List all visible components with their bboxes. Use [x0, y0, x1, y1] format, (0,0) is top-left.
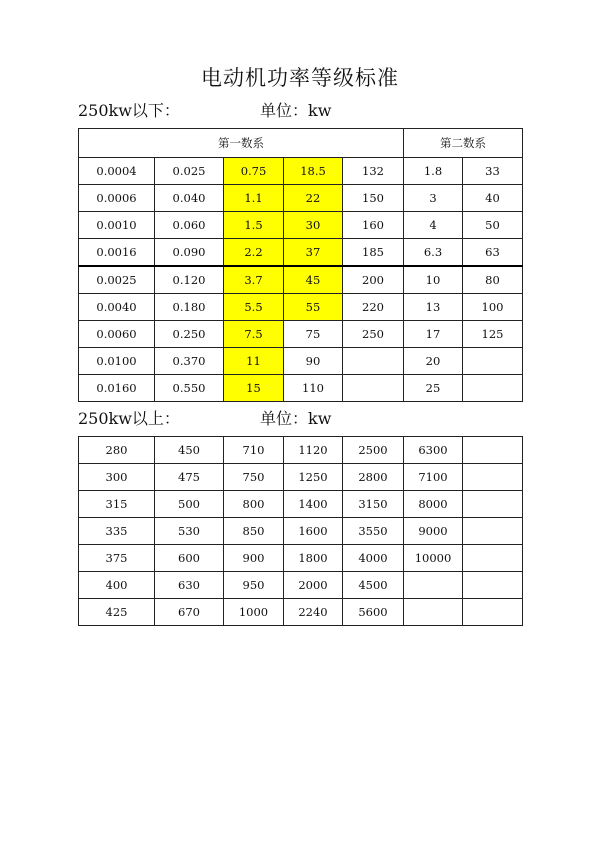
table-cell [343, 375, 404, 402]
table-cell: 850 [224, 518, 284, 545]
table-cell: 1120 [284, 437, 343, 464]
table-row [79, 437, 523, 464]
table-cell: 18.5 [284, 158, 343, 185]
section-below-250kw-label: 250kw以下： [78, 101, 180, 120]
table-cell: 3 [404, 185, 463, 212]
table-cell: 20 [404, 348, 463, 375]
table-cell: 37 [284, 239, 343, 267]
page-title: 电动机功率等级标准 [201, 66, 399, 90]
table-cell: 0.370 [155, 348, 224, 375]
table-cell: 0.0010 [79, 212, 155, 239]
table-cell: 11 [224, 348, 284, 375]
table-cell: 1250 [284, 464, 343, 491]
table-row [79, 294, 523, 321]
table-cell: 900 [224, 545, 284, 572]
table-cell: 0.0025 [79, 266, 155, 294]
section-below-250kw-heading [78, 101, 332, 121]
table-cell [463, 437, 523, 464]
table-cell: 25 [404, 375, 463, 402]
table-cell: 6300 [404, 437, 463, 464]
table-cell: 400 [79, 572, 155, 599]
table-cell: 13 [404, 294, 463, 321]
table-cell: 2000 [284, 572, 343, 599]
table-cell: 315 [79, 491, 155, 518]
table-cell: 17 [404, 321, 463, 348]
power-table-above-250kw [78, 436, 523, 626]
section-above-250kw-label: 250kw以上： [78, 409, 180, 428]
table-cell: 1600 [284, 518, 343, 545]
table-cell: 530 [155, 518, 224, 545]
table-cell [463, 348, 523, 375]
table-cell: 0.025 [155, 158, 224, 185]
table-cell: 4 [404, 212, 463, 239]
table-cell [463, 518, 523, 545]
table-cell: 3550 [343, 518, 404, 545]
table-row [79, 545, 523, 572]
table-cell: 450 [155, 437, 224, 464]
table-cell: 2240 [284, 599, 343, 626]
table-cell [463, 491, 523, 518]
table-cell: 40 [463, 185, 523, 212]
table-row [79, 464, 523, 491]
table-cell: 335 [79, 518, 155, 545]
table-cell: 63 [463, 239, 523, 267]
table-row [79, 599, 523, 626]
table-cell: 280 [79, 437, 155, 464]
table-cell: 150 [343, 185, 404, 212]
table-row [79, 491, 523, 518]
table-cell: 710 [224, 437, 284, 464]
table-cell: 0.120 [155, 266, 224, 294]
table-cell: 5.5 [224, 294, 284, 321]
table-cell: 0.090 [155, 239, 224, 267]
table-cell: 55 [284, 294, 343, 321]
table-cell: 8000 [404, 491, 463, 518]
table-cell: 0.0040 [79, 294, 155, 321]
table-cell: 45 [284, 266, 343, 294]
table-cell: 200 [343, 266, 404, 294]
table-cell: 0.0016 [79, 239, 155, 267]
table-cell: 160 [343, 212, 404, 239]
table-cell: 90 [284, 348, 343, 375]
table-cell: 500 [155, 491, 224, 518]
table-cell: 1.8 [404, 158, 463, 185]
table-row [79, 239, 523, 267]
table-cell: 950 [224, 572, 284, 599]
table-cell: 0.0060 [79, 321, 155, 348]
table-cell: 75 [284, 321, 343, 348]
table-cell: 7.5 [224, 321, 284, 348]
table-cell: 1400 [284, 491, 343, 518]
table-cell: 375 [79, 545, 155, 572]
table-row [79, 212, 523, 239]
table-cell: 250 [343, 321, 404, 348]
table-cell: 132 [343, 158, 404, 185]
table-cell: 1.5 [224, 212, 284, 239]
table-cell: 3150 [343, 491, 404, 518]
table-cell: 1800 [284, 545, 343, 572]
table-cell: 6.3 [404, 239, 463, 267]
table-cell [463, 375, 523, 402]
table-cell: 33 [463, 158, 523, 185]
table-cell: 2500 [343, 437, 404, 464]
table-cell: 750 [224, 464, 284, 491]
table-cell: 0.0100 [79, 348, 155, 375]
table-cell: 4500 [343, 572, 404, 599]
section-above-250kw-unit: 单位：kw [260, 409, 332, 428]
table-cell [404, 599, 463, 626]
power-table-below-250kw [78, 128, 523, 402]
table-cell: 630 [155, 572, 224, 599]
table-cell: 3.7 [224, 266, 284, 294]
table-cell: 5600 [343, 599, 404, 626]
table-cell: 0.040 [155, 185, 224, 212]
table-cell: 22 [284, 185, 343, 212]
table-cell: 110 [284, 375, 343, 402]
table-cell: 9000 [404, 518, 463, 545]
table-cell [463, 572, 523, 599]
table-cell: 0.060 [155, 212, 224, 239]
table-cell: 425 [79, 599, 155, 626]
table-cell: 30 [284, 212, 343, 239]
table-cell: 1000 [224, 599, 284, 626]
table-cell: 10 [404, 266, 463, 294]
table-cell: 0.250 [155, 321, 224, 348]
table-cell: 2.2 [224, 239, 284, 267]
table-cell: 2800 [343, 464, 404, 491]
table-cell [463, 599, 523, 626]
table-cell [463, 464, 523, 491]
table-row [79, 185, 523, 212]
table-cell: 50 [463, 212, 523, 239]
table-cell: 100 [463, 294, 523, 321]
table-header-row [79, 129, 523, 158]
table-cell: 185 [343, 239, 404, 267]
section-below-250kw-unit: 单位：kw [260, 101, 332, 120]
table-cell: 1.1 [224, 185, 284, 212]
table-row [79, 321, 523, 348]
table-cell: 0.75 [224, 158, 284, 185]
header-series-2: 第二数系 [404, 129, 523, 158]
table-cell: 0.0004 [79, 158, 155, 185]
table-cell: 15 [224, 375, 284, 402]
table-cell: 125 [463, 321, 523, 348]
table-cell: 4000 [343, 545, 404, 572]
table-row [79, 375, 523, 402]
table-cell: 80 [463, 266, 523, 294]
table-row [79, 158, 523, 185]
table-cell: 600 [155, 545, 224, 572]
table-row [79, 266, 523, 294]
table-row [79, 348, 523, 375]
table-cell: 475 [155, 464, 224, 491]
table-cell: 800 [224, 491, 284, 518]
table-cell: 220 [343, 294, 404, 321]
table-cell [463, 545, 523, 572]
section-above-250kw-heading [78, 409, 332, 429]
table-cell [404, 572, 463, 599]
table-cell: 10000 [404, 545, 463, 572]
table-cell: 0.550 [155, 375, 224, 402]
table-cell: 7100 [404, 464, 463, 491]
table-cell [343, 348, 404, 375]
table-cell: 0.0160 [79, 375, 155, 402]
table-cell: 0.180 [155, 294, 224, 321]
table-row [79, 572, 523, 599]
table-cell: 0.0006 [79, 185, 155, 212]
table-cell: 670 [155, 599, 224, 626]
header-series-1: 第一数系 [79, 129, 404, 158]
table-row [79, 518, 523, 545]
table-cell: 300 [79, 464, 155, 491]
